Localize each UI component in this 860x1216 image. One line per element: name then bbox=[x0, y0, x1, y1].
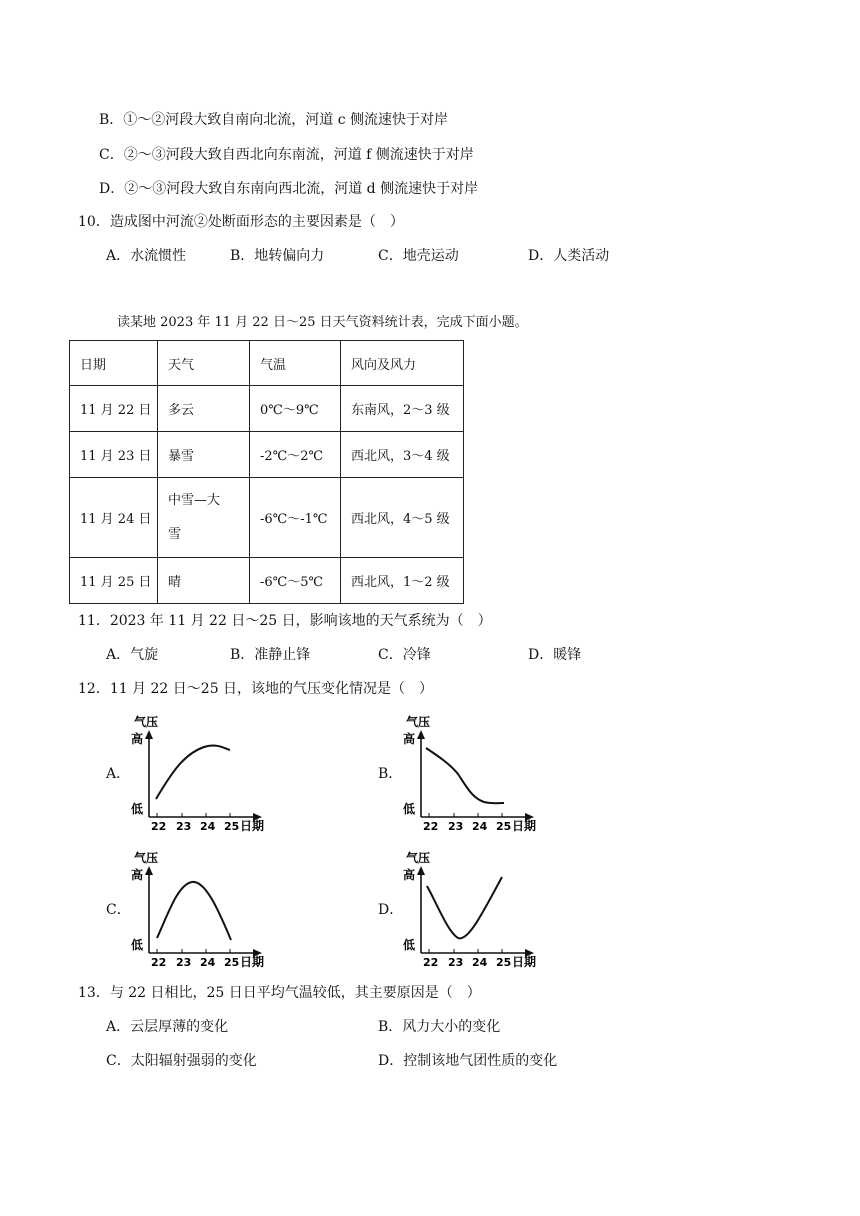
q12-option-d-letter: D． bbox=[378, 902, 404, 918]
y-high-label: 高 bbox=[131, 868, 144, 882]
q12-graph-d bbox=[392, 848, 572, 974]
q11-stem: 11．2023 年 11 月 22 日～25 日，影响该地的天气系统为（ ） bbox=[78, 613, 492, 629]
cell-date: 11 月 25 日 bbox=[70, 558, 158, 604]
q12-option-a-letter: A． bbox=[106, 766, 131, 782]
q11-option-d: D．暖锋 bbox=[528, 647, 582, 663]
x-tick-24: 24 bbox=[472, 956, 488, 969]
material-intro: 读某地 2023 年 11 月 22 日～25 日天气资料统计表，完成下面小题。 bbox=[117, 315, 528, 330]
x-tick-23: 23 bbox=[448, 956, 464, 969]
q12-graph-b bbox=[392, 712, 572, 838]
x-axis-title: 日期 bbox=[240, 819, 265, 833]
x-axis-title: 日期 bbox=[512, 955, 537, 969]
cell-weather: 晴 bbox=[158, 558, 250, 604]
x-tick-22: 22 bbox=[151, 820, 167, 833]
cell-temperature: -2℃～2℃ bbox=[250, 432, 341, 478]
y-high-label: 高 bbox=[131, 732, 144, 746]
header-temperature: 气温 bbox=[250, 341, 341, 386]
pressure-curve bbox=[426, 748, 504, 803]
table-row bbox=[70, 478, 464, 558]
y-high-label: 高 bbox=[403, 868, 416, 882]
q13-option-a: A．云层厚薄的变化 bbox=[106, 1019, 229, 1035]
x-tick-25: 25 bbox=[224, 956, 240, 969]
q13-option-c: C．太阳辐射强弱的变化 bbox=[106, 1053, 257, 1069]
q10-option-c: C．地壳运动 bbox=[378, 248, 459, 264]
x-tick-23: 23 bbox=[176, 956, 192, 969]
x-tick-23: 23 bbox=[448, 820, 464, 833]
q12-graph-a bbox=[120, 712, 300, 838]
q11-option-b: B．准静止锋 bbox=[230, 647, 311, 663]
cell-temperature: -6℃～5℃ bbox=[250, 558, 341, 604]
q12-graph-c bbox=[120, 848, 300, 974]
y-low-label: 低 bbox=[131, 802, 144, 816]
weather-table bbox=[69, 340, 464, 604]
x-tick-24: 24 bbox=[472, 820, 488, 833]
cell-date: 11 月 23 日 bbox=[70, 432, 158, 478]
cell-wind: 西北风，3～4 级 bbox=[341, 432, 464, 478]
y-axis-title: 气压 bbox=[406, 851, 431, 865]
x-axis-title: 日期 bbox=[240, 955, 265, 969]
q13-option-b: B．风力大小的变化 bbox=[378, 1019, 501, 1035]
cell-date: 11 月 22 日 bbox=[70, 386, 158, 432]
q10-option-d: D．人类活动 bbox=[528, 248, 610, 264]
q10-option-a: A．水流惯性 bbox=[106, 248, 187, 264]
y-low-label: 低 bbox=[131, 938, 144, 952]
q12-option-c-letter: C． bbox=[106, 902, 131, 918]
x-axis-title: 日期 bbox=[512, 819, 537, 833]
y-low-label: 低 bbox=[403, 938, 416, 952]
y-low-label: 低 bbox=[403, 802, 416, 816]
q11-option-c: C．冷锋 bbox=[378, 647, 431, 663]
y-axis-title: 气压 bbox=[134, 715, 159, 729]
q10-option-b: B．地转偏向力 bbox=[230, 248, 325, 264]
cell-date: 11 月 24 日 bbox=[70, 478, 158, 558]
x-tick-25: 25 bbox=[496, 956, 512, 969]
table-row bbox=[70, 558, 464, 604]
x-tick-25: 25 bbox=[224, 820, 240, 833]
cell-temperature: -6℃～-1℃ bbox=[250, 478, 341, 558]
cell-weather: 中雪—大雪 bbox=[158, 478, 250, 558]
x-tick-23: 23 bbox=[176, 820, 192, 833]
q9-option-d: D．②～③河段大致自东南向西北流，河道 d 侧流速快于对岸 bbox=[99, 181, 479, 197]
y-axis-title: 气压 bbox=[134, 851, 159, 865]
cell-wind: 东南风，2～3 级 bbox=[341, 386, 464, 432]
q9-option-b: B．①～②河段大致自南向北流，河道 c 侧流速快于对岸 bbox=[99, 112, 449, 128]
header-date: 日期 bbox=[70, 341, 158, 386]
cell-wind: 西北风，4～5 级 bbox=[341, 478, 464, 558]
header-wind: 风向及风力 bbox=[341, 341, 464, 386]
table-row bbox=[70, 432, 464, 478]
cell-wind: 西北风，1～2 级 bbox=[341, 558, 464, 604]
y-axis-title: 气压 bbox=[406, 715, 431, 729]
cell-temperature: 0℃～9℃ bbox=[250, 386, 341, 432]
pressure-curve bbox=[156, 745, 230, 799]
x-tick-25: 25 bbox=[496, 820, 512, 833]
x-tick-24: 24 bbox=[200, 820, 216, 833]
q13-stem: 13．与 22 日相比，25 日日平均气温较低，其主要原因是（ ） bbox=[78, 985, 481, 1001]
cell-weather: 多云 bbox=[158, 386, 250, 432]
table-row bbox=[70, 386, 464, 432]
cell-weather: 暴雪 bbox=[158, 432, 250, 478]
q13-option-d: D．控制该地气团性质的变化 bbox=[378, 1053, 558, 1069]
pressure-curve bbox=[427, 877, 502, 938]
pressure-curve bbox=[157, 882, 231, 940]
q9-option-c: C．②～③河段大致自西北向东南流，河道 f 侧流速快于对岸 bbox=[99, 147, 474, 163]
q12-stem: 12．11 月 22 日～25 日，该地的气压变化情况是（ ） bbox=[78, 681, 434, 697]
table-header-row bbox=[70, 341, 464, 386]
x-tick-22: 22 bbox=[423, 956, 439, 969]
x-tick-22: 22 bbox=[151, 956, 167, 969]
q10-stem: 10．造成图中河流②处断面形态的主要因素是（ ） bbox=[78, 214, 404, 230]
header-weather: 天气 bbox=[158, 341, 250, 386]
x-tick-24: 24 bbox=[200, 956, 216, 969]
x-tick-22: 22 bbox=[423, 820, 439, 833]
q12-option-b-letter: B． bbox=[378, 766, 403, 782]
q11-option-a: A．气旋 bbox=[106, 647, 159, 663]
y-high-label: 高 bbox=[403, 732, 416, 746]
